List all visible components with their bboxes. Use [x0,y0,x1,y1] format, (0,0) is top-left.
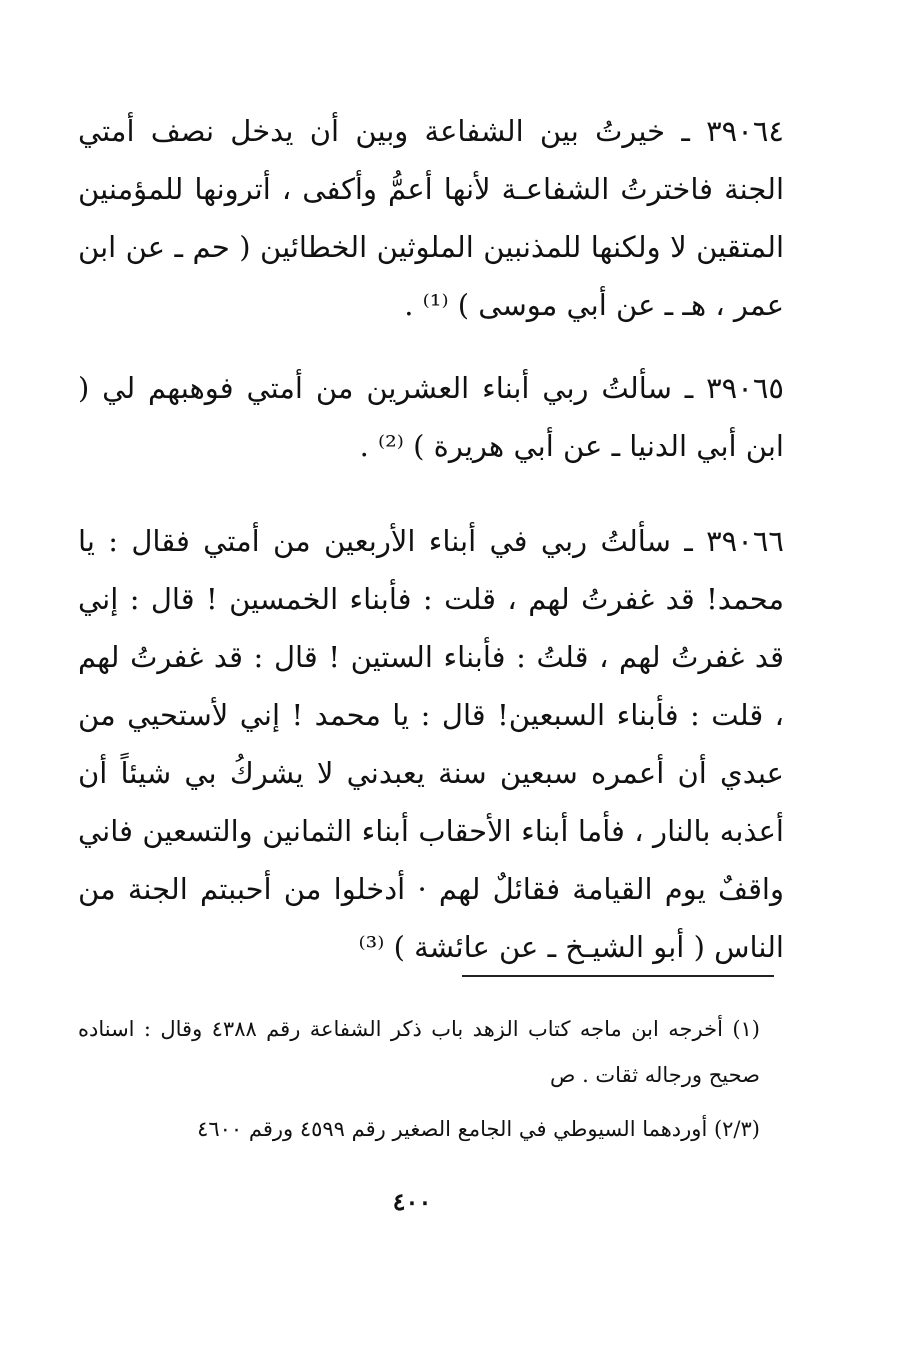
hadith-entry-39064: ٣٩٠٦٤ ـ خيرتُ بين الشفاعة وبين أن يدخل نصف أمتي الجنة فاخترتُ الشفاعـة لأنها أعمُّ وأكفى ، أترونها للمؤمنين المتقين لا ولكنها للمذنبين الملوثين الخطائين ( حم ـ عن ابن عمر ، هـ ـ عن أبي موسى ) ⁽¹⁾ . [78,114,784,322]
footnote-separator [462,975,774,977]
hadith-entry-39066: ٣٩٠٦٦ ـ سألتُ ربي في أبناء الأربعين من أمتي فقال : يا محمد! قد غفرتُ لهم ، قلت : فأبناء الخمسين ! قال : إني قد غفرتُ لهم ، قلتُ : فأبناء الستين ! قال : قد غفرتُ لهم ، قلت : فأبناء السبعين! قال : يا محمد ! إني لأستحيي من عبدي أن أعمره سبعين سنة يعبدني لا يشركُ بي شيئاً أن أعذبه بالنار ، فأما أبناء الأحقاب أبناء الثمانين والتسعين فاني واقفٌ يوم القيامة فقائلٌ لهم · أدخلوا من أحببتم الجنة من الناس ( أبو الشيـخ ـ عن عائشة ) ⁽³⁾ [78,524,784,964]
hadith-entry-39065: ٣٩٠٦٥ ـ سألتُ ربي أبناء العشرين من أمتي فوهبهم لي ( ابن أبي الدنيا ـ عن أبي هريرة ) ⁽²⁾ . [78,371,784,463]
footnote-1: (١) أخرجه ابن ماجه كتاب الزهد باب ذكر الشفاعة رقم ٤٣٨٨ وقال : اسناده صحيح ورجاله ثقات . ص [78,1017,760,1087]
footnote-2-3: (٢/٣) أوردهما السيوطي في الجامع الصغير رقم ٤٥٩٩ ورقم ٤٦٠٠ [197,1117,760,1141]
page-number: ٤٠٠ [392,1187,432,1216]
